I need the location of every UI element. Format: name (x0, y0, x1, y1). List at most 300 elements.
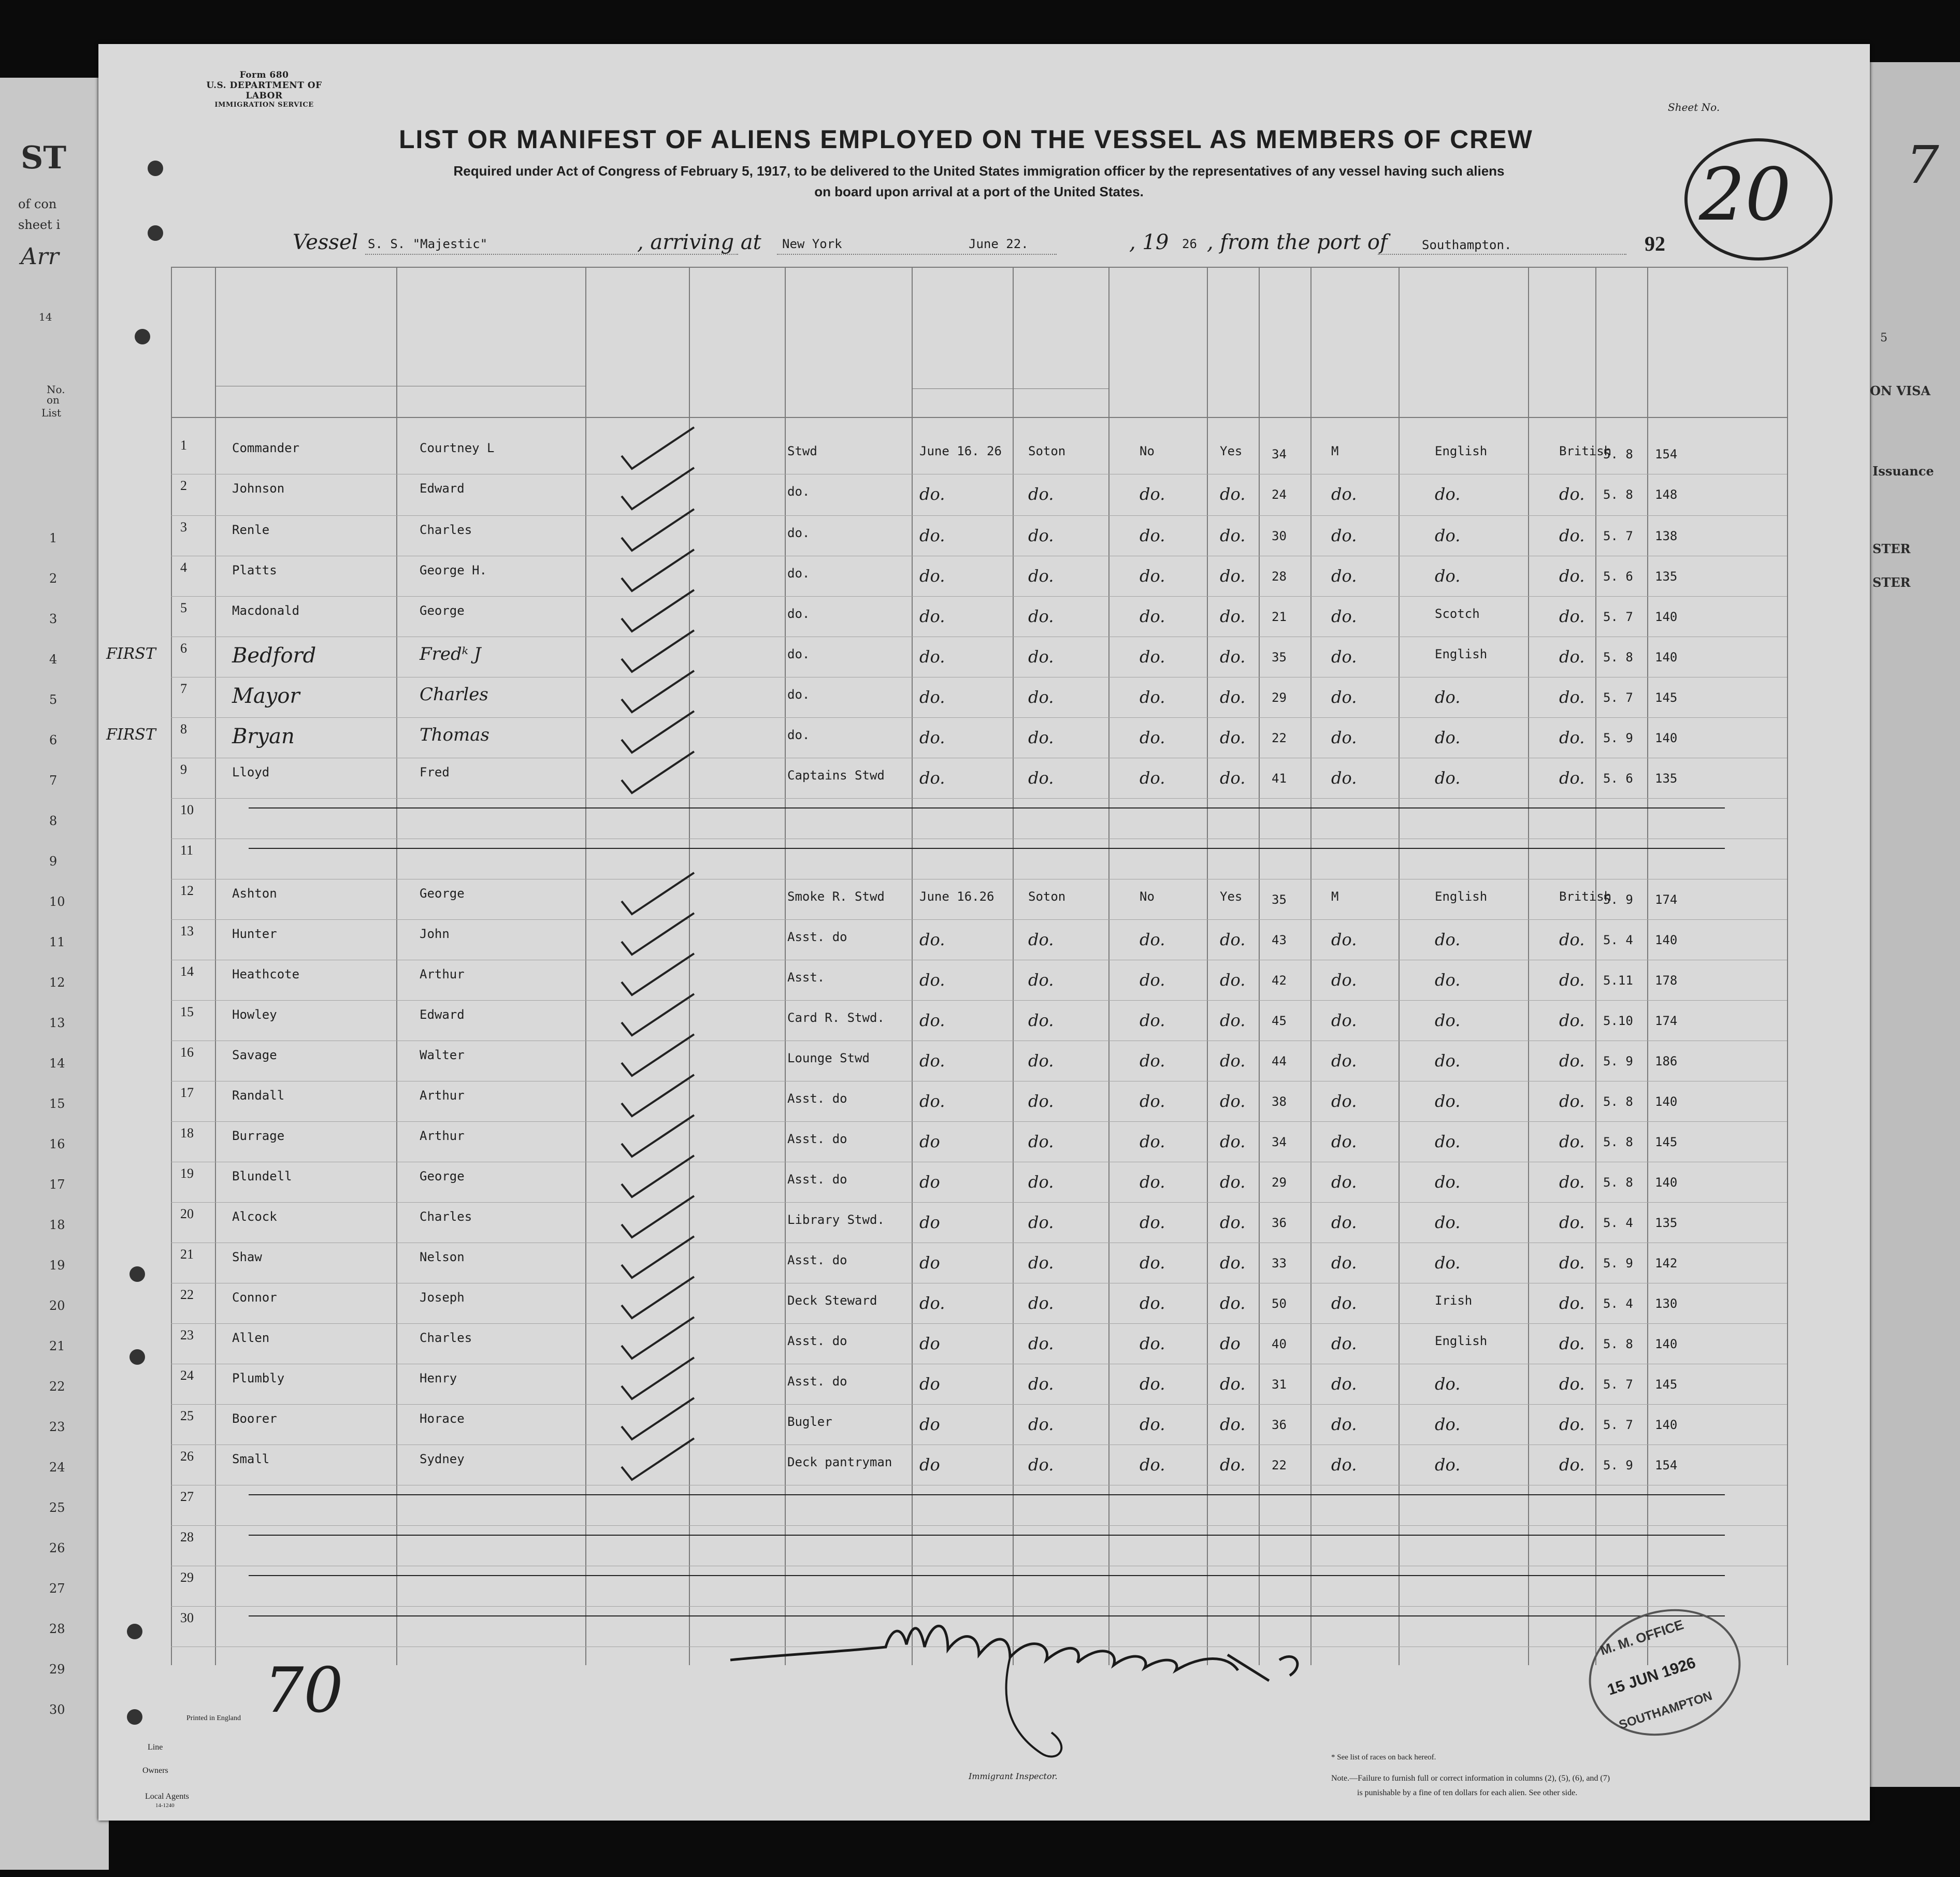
cell-no: 21 (180, 1247, 194, 1262)
cell-when: do. (919, 1091, 945, 1111)
cell-age: 24 (1272, 487, 1287, 502)
column-rule (1310, 267, 1312, 1665)
underlying-row-number: 19 (49, 1258, 65, 1273)
cell-paid: do. (1140, 1051, 1165, 1071)
cell-race: do. (1435, 687, 1461, 707)
handwritten-total: 70 (264, 1655, 343, 1727)
underlying-fragment: on (47, 394, 60, 406)
cell-when: do. (919, 970, 945, 990)
cell-no: 17 (180, 1085, 194, 1100)
cell-paid: No (1140, 889, 1155, 904)
cell-sex: do. (1331, 728, 1357, 747)
check-mark-icon (616, 911, 699, 957)
punch-hole (129, 1266, 145, 1282)
strike-line (249, 807, 1725, 808)
cell-height: 5. 8 (1603, 447, 1633, 461)
cell-family: Connor (232, 1290, 277, 1305)
underlying-fragment: ST (21, 140, 66, 176)
underlying-fragment: sheet i (18, 218, 61, 232)
arriving-label: , arriving at (637, 230, 761, 254)
cell-nationality: do. (1559, 1253, 1585, 1273)
cell-age: 29 (1272, 1175, 1287, 1190)
port-dotline (777, 254, 1057, 255)
vessel-name: S. S. "Majestic" (368, 237, 488, 251)
cell-nationality: do. (1559, 607, 1585, 626)
cell-given: Sydney (420, 1452, 465, 1466)
cell-family: Howley (232, 1007, 277, 1022)
cell-family: Macdonald (232, 603, 300, 618)
underlying-row-number: 5 (49, 692, 57, 707)
column-rule (1595, 267, 1596, 1665)
cell-when: do. (919, 1293, 945, 1313)
cell-position: Asst. do (787, 1334, 847, 1348)
cell-when: do (919, 1334, 940, 1353)
cell-family: Hunter (232, 927, 277, 941)
column-rule (1528, 267, 1529, 1665)
cell-read: do. (1220, 1132, 1246, 1151)
cell-when: do. (919, 647, 945, 667)
cell-read: do. (1220, 607, 1246, 626)
cell-paid: do. (1140, 1212, 1165, 1232)
vessel-label: Vessel (293, 230, 358, 254)
column-rule (912, 267, 913, 1665)
check-mark-icon (616, 749, 699, 796)
inspector-label: Immigrant Inspector. (969, 1771, 1058, 1781)
cell-weight: 178 (1655, 973, 1678, 988)
cell-given: Henry (420, 1371, 457, 1385)
underlying-fragment: STER (1872, 575, 1911, 590)
cell-position: do. (787, 728, 810, 742)
check-mark-icon (616, 1274, 699, 1321)
check-mark-icon (616, 668, 699, 715)
cell-where: Soton (1028, 444, 1066, 458)
cell-read: do. (1220, 1212, 1246, 1232)
cell-no: 12 (180, 883, 194, 898)
cell-height: 5. 9 (1603, 1458, 1633, 1472)
underlying-row-number: 17 (49, 1177, 65, 1192)
cell-read: do. (1220, 930, 1246, 949)
cell-height: 5. 7 (1603, 610, 1633, 624)
cell-position: Captains Stwd (787, 768, 885, 783)
cell-no: 6 (180, 641, 187, 656)
cell-age: 22 (1272, 731, 1287, 745)
strike-line (249, 848, 1725, 849)
cell-read: do. (1220, 1374, 1246, 1394)
cell-where: do. (1028, 1051, 1054, 1071)
cell-no: 20 (180, 1206, 194, 1221)
cell-paid: do. (1140, 1455, 1165, 1475)
cell-given: Arthur (420, 967, 465, 981)
check-mark-icon (616, 870, 699, 917)
underlying-fragment: 5 (1880, 331, 1887, 344)
cell-sex: do. (1331, 1293, 1357, 1313)
underlying-row-number: 8 (49, 814, 57, 828)
cell-no: 1 (180, 438, 187, 453)
cell-height: 5. 4 (1603, 1216, 1633, 1230)
cell-no: 3 (180, 519, 187, 535)
cell-read: do. (1220, 647, 1246, 667)
cell-no: 27 (180, 1489, 194, 1504)
form-number: Form 680 (239, 70, 289, 80)
cell-race: do. (1435, 526, 1461, 545)
underlying-row-number: 25 (49, 1500, 65, 1515)
cell-paid: do. (1140, 1010, 1165, 1030)
cell-family: Savage (232, 1048, 277, 1062)
cell-race: do. (1435, 1212, 1461, 1232)
cell-where: do. (1028, 728, 1054, 747)
check-mark-icon (616, 425, 699, 471)
cell-weight: 154 (1655, 447, 1678, 461)
cell-given: Edward (420, 1007, 465, 1022)
cell-no: 5 (180, 600, 187, 615)
cell-when: do (919, 1172, 940, 1192)
cell-height: 5. 7 (1603, 1418, 1633, 1432)
cell-read: do. (1220, 1414, 1246, 1434)
cell-height: 5. 6 (1603, 569, 1633, 584)
cell-when: do. (919, 1010, 945, 1030)
crew-table (98, 267, 1870, 1701)
subtitle-line-2: on board upon arrival at a port of the United States. (814, 184, 1144, 199)
cell-age: 43 (1272, 933, 1287, 947)
cell-family: Johnson (232, 481, 285, 496)
underlying-sheet-left (0, 78, 109, 1870)
cell-no: 15 (180, 1004, 194, 1019)
underlying-fragment: 7 (1906, 135, 1939, 195)
cell-no: 24 (180, 1368, 194, 1383)
cell-race: do. (1435, 930, 1461, 949)
cell-sex: do. (1331, 1132, 1357, 1151)
cell-weight: 174 (1655, 1014, 1678, 1028)
voyage-line (98, 230, 1870, 262)
cell-when: do (919, 1132, 940, 1151)
cell-age: 29 (1272, 690, 1287, 705)
cell-sex: do. (1331, 768, 1357, 788)
cell-weight: 145 (1655, 1135, 1678, 1149)
cell-height: 5. 9 (1603, 1054, 1633, 1069)
cell-read: do. (1220, 728, 1246, 747)
cell-position: Lounge Stwd (787, 1051, 870, 1065)
form-code: 14-1240 (155, 1802, 175, 1809)
header-bottom-rule (171, 417, 1787, 418)
owners-label: Owners (142, 1766, 168, 1775)
cell-family: Bedford (232, 644, 316, 668)
cell-given: Arthur (420, 1088, 465, 1103)
underlying-fragment: 14 (39, 311, 52, 323)
cell-race: do. (1435, 1455, 1461, 1475)
cell-age: 50 (1272, 1296, 1287, 1311)
row-rule (171, 1121, 1787, 1122)
cell-when: do (919, 1212, 940, 1232)
cell-paid: do. (1140, 1253, 1165, 1273)
cell-family: Boorer (232, 1411, 277, 1426)
cell-age: 34 (1272, 447, 1287, 461)
cell-paid: do. (1140, 1132, 1165, 1151)
cell-paid: do. (1140, 687, 1165, 707)
cell-weight: 140 (1655, 1418, 1678, 1432)
cell-read: do. (1220, 1010, 1246, 1030)
cell-sex: do. (1331, 1010, 1357, 1030)
underlying-row-number: 3 (49, 612, 57, 626)
cell-where: do. (1028, 1091, 1054, 1111)
cell-family: Heathcote (232, 967, 300, 981)
cell-read: do (1220, 1334, 1241, 1353)
cell-given: John (420, 927, 450, 941)
cell-when: do (919, 1374, 940, 1394)
underlying-row-number: 20 (49, 1298, 65, 1313)
cell-no: 8 (180, 721, 187, 737)
check-mark-icon (616, 628, 699, 674)
column-rule (1647, 267, 1648, 1665)
cell-given: Charles (420, 523, 472, 537)
check-mark-icon (616, 1072, 699, 1119)
cell-position: do. (787, 566, 810, 581)
cell-family: Ashton (232, 886, 277, 901)
cell-paid: do. (1140, 647, 1165, 667)
cell-age: 33 (1272, 1256, 1287, 1270)
cell-nationality: do. (1559, 647, 1585, 667)
cell-height: 5. 8 (1603, 1175, 1633, 1190)
cell-height: 5. 7 (1603, 529, 1633, 543)
punch-hole (148, 161, 163, 176)
cell-paid: do. (1140, 526, 1165, 545)
cell-no: 26 (180, 1449, 194, 1464)
cell-no: 16 (180, 1045, 194, 1060)
cell-no: 22 (180, 1287, 194, 1302)
cell-race: English (1435, 1334, 1488, 1348)
cell-position: Smoke R. Stwd (787, 889, 885, 904)
cell-nationality: do. (1559, 1455, 1585, 1475)
cell-sex: do. (1331, 1212, 1357, 1232)
underlying-row-number: 6 (49, 733, 57, 747)
cell-given: Nelson (420, 1250, 465, 1264)
cell-race: do. (1435, 1414, 1461, 1434)
cell-where: do. (1028, 687, 1054, 707)
cell-sex: do. (1331, 1051, 1357, 1071)
cell-family: Burrage (232, 1129, 285, 1143)
column-rule (171, 267, 172, 1665)
cell-given: Edward (420, 481, 465, 496)
underlying-row-number: 18 (49, 1218, 65, 1232)
check-mark-icon (616, 1355, 699, 1402)
cell-family: Lloyd (232, 765, 270, 779)
subheader-rule (912, 388, 1108, 389)
document-title: LIST OR MANIFEST OF ALIENS EMPLOYED ON THE VESSEL AS MEMBERS OF CREW (399, 125, 1533, 154)
sheet-number-label: Sheet No. (1668, 101, 1720, 113)
table-top-rule (171, 267, 1787, 268)
cell-no: 29 (180, 1570, 194, 1585)
cell-race: English (1435, 444, 1488, 458)
cell-age: 42 (1272, 973, 1287, 988)
cell-race: Irish (1435, 1293, 1473, 1308)
cell-weight: 140 (1655, 933, 1678, 947)
cell-nationality: do. (1559, 1172, 1585, 1192)
underlying-row-number: 1 (49, 531, 57, 545)
underlying-row-number: 30 (49, 1702, 65, 1717)
cell-weight: 138 (1655, 529, 1678, 543)
cell-race: do. (1435, 1051, 1461, 1071)
cell-paid: do. (1140, 607, 1165, 626)
row-rule (171, 1404, 1787, 1405)
check-mark-icon (616, 1193, 699, 1240)
underlying-row-number: 21 (49, 1339, 65, 1353)
cell-position: Deck Steward (787, 1293, 877, 1308)
cell-read: do. (1220, 687, 1246, 707)
cell-sex: do. (1331, 1172, 1357, 1192)
cell-position: do. (787, 526, 810, 540)
cell-family: Commander (232, 441, 300, 455)
races-note: * See list of races on back hereof. (1331, 1753, 1436, 1762)
cell-given: Fred (420, 765, 450, 779)
cell-nationality: do. (1559, 768, 1585, 788)
cell-age: 44 (1272, 1054, 1287, 1069)
column-rule (1108, 267, 1109, 1665)
underlying-row-number: 26 (49, 1541, 65, 1555)
check-mark-icon (616, 1032, 699, 1078)
cell-height: 5. 8 (1603, 1094, 1633, 1109)
cell-nationality: do. (1559, 1091, 1585, 1111)
cell-position: Asst. do (787, 1253, 847, 1267)
cell-family: Alcock (232, 1209, 277, 1224)
cell-paid: do. (1140, 1334, 1165, 1353)
check-mark-icon (616, 709, 699, 755)
cell-read: do. (1220, 1293, 1246, 1313)
check-mark-icon (616, 547, 699, 594)
cell-race: English (1435, 647, 1488, 661)
underlying-row-number: 10 (49, 894, 65, 909)
cell-sex: do. (1331, 1091, 1357, 1111)
printed-in: Printed in England (186, 1714, 241, 1722)
stamp-bottom: SOUTHAMPTON (1617, 1688, 1714, 1732)
cell-weight: 140 (1655, 1094, 1678, 1109)
cell-paid: No (1140, 444, 1155, 458)
underlying-row-number: 13 (49, 1016, 65, 1030)
cell-position: Asst. do (787, 1132, 847, 1146)
cell-no: 14 (180, 964, 194, 979)
cell-where: do. (1028, 1132, 1054, 1151)
cell-race: do. (1435, 970, 1461, 990)
cell-age: 35 (1272, 650, 1287, 665)
cell-where: do. (1028, 1334, 1054, 1353)
underlying-fragment: List (41, 407, 61, 419)
row-rule (171, 919, 1787, 920)
cell-given: Fredᵏ J (420, 644, 481, 665)
cell-height: 5.10 (1603, 1014, 1633, 1028)
sheet-number: 20 (1699, 153, 1792, 237)
cell-where: Soton (1028, 889, 1066, 904)
stamp-date: 15 JUN 1926 (1605, 1654, 1698, 1699)
column-rule (585, 267, 586, 1665)
cell-family: Renle (232, 523, 270, 537)
penalty-note-line-1: Note.—Failure to furnish full or correct information in columns (2), (5), (6), and (7) (1331, 1774, 1610, 1783)
cell-position: do. (787, 607, 810, 621)
column-rule (215, 267, 216, 1665)
cell-sex: do. (1331, 1374, 1357, 1394)
cell-sex: do. (1331, 970, 1357, 990)
underlying-fragment: ON VISA (1870, 383, 1930, 398)
from-dotline (1378, 254, 1626, 255)
row-rule (171, 1323, 1787, 1324)
cell-when: do. (919, 687, 945, 707)
line-label: Line (148, 1743, 163, 1752)
check-mark-icon (616, 507, 699, 553)
cell-paid: do. (1140, 930, 1165, 949)
stamp-top: M. M. OFFICE (1598, 1616, 1686, 1658)
check-mark-icon (616, 951, 699, 998)
cell-nationality: do. (1559, 728, 1585, 747)
inspector-signature (720, 1598, 1393, 1769)
underlying-row-number: 14 (49, 1056, 65, 1071)
cell-race: do. (1435, 728, 1461, 747)
cell-age: 38 (1272, 1094, 1287, 1109)
underlying-row-number: 24 (49, 1460, 65, 1475)
underlying-fragment: Arr (21, 243, 59, 270)
cell-where: do. (1028, 1374, 1054, 1394)
year-prefix: , 19 (1129, 230, 1169, 254)
punch-hole (127, 1709, 142, 1725)
subtitle-line-1: Required under Act of Congress of February 5, 1917, to be delivered to the United States immigration officer by the representatives of any vessel having such aliens (453, 163, 1505, 179)
punch-hole (135, 329, 150, 344)
cell-no: 30 (180, 1610, 194, 1625)
cell-nationality: British (1559, 444, 1612, 458)
page-count: 92 (1645, 232, 1665, 255)
cell-age: 35 (1272, 892, 1287, 907)
cell-weight: 174 (1655, 892, 1678, 907)
column-rule (1399, 267, 1400, 1665)
cell-weight: 140 (1655, 731, 1678, 745)
underlying-row-number: 22 (49, 1379, 65, 1394)
cell-position: do. (787, 484, 810, 499)
cell-age: 45 (1272, 1014, 1287, 1028)
cell-no: 4 (180, 560, 187, 575)
cell-read: do. (1220, 526, 1246, 545)
cell-no: 9 (180, 762, 187, 777)
cell-sex: do. (1331, 607, 1357, 626)
cell-read: Yes (1220, 444, 1243, 458)
cell-paid: do. (1140, 1091, 1165, 1111)
cell-position: Asst. do (787, 1374, 847, 1389)
cell-when: do (919, 1414, 940, 1434)
punch-hole (148, 225, 163, 241)
cell-family: Blundell (232, 1169, 292, 1183)
underlying-fragment: of con (18, 197, 57, 211)
strike-line (249, 1535, 1725, 1536)
cell-nationality: British (1559, 889, 1612, 904)
cell-position: do. (787, 687, 810, 702)
cell-no: 19 (180, 1166, 194, 1181)
cell-given: George (420, 886, 465, 901)
cell-where: do. (1028, 1414, 1054, 1434)
cell-age: 31 (1272, 1377, 1287, 1392)
cell-position: Library Stwd. (787, 1212, 885, 1227)
underlying-row-number: 12 (49, 975, 65, 990)
column-rule (785, 267, 786, 1665)
arriving-port: New York (782, 237, 842, 251)
cell-when: do. (919, 566, 945, 586)
cell-sex: do. (1331, 1455, 1357, 1475)
cell-sex: do. (1331, 1334, 1357, 1353)
underlying-row-number: 27 (49, 1581, 65, 1596)
cell-sex: M (1331, 444, 1339, 458)
cell-given: Walter (420, 1048, 465, 1062)
cell-nationality: do. (1559, 970, 1585, 990)
cell-given: Joseph (420, 1290, 465, 1305)
cell-family: Small (232, 1452, 270, 1466)
cell-weight: 140 (1655, 1175, 1678, 1190)
cell-when: do. (919, 930, 945, 949)
cell-when: do (919, 1455, 940, 1475)
cell-nationality: do. (1559, 1010, 1585, 1030)
cell-height: 5.11 (1603, 973, 1633, 988)
